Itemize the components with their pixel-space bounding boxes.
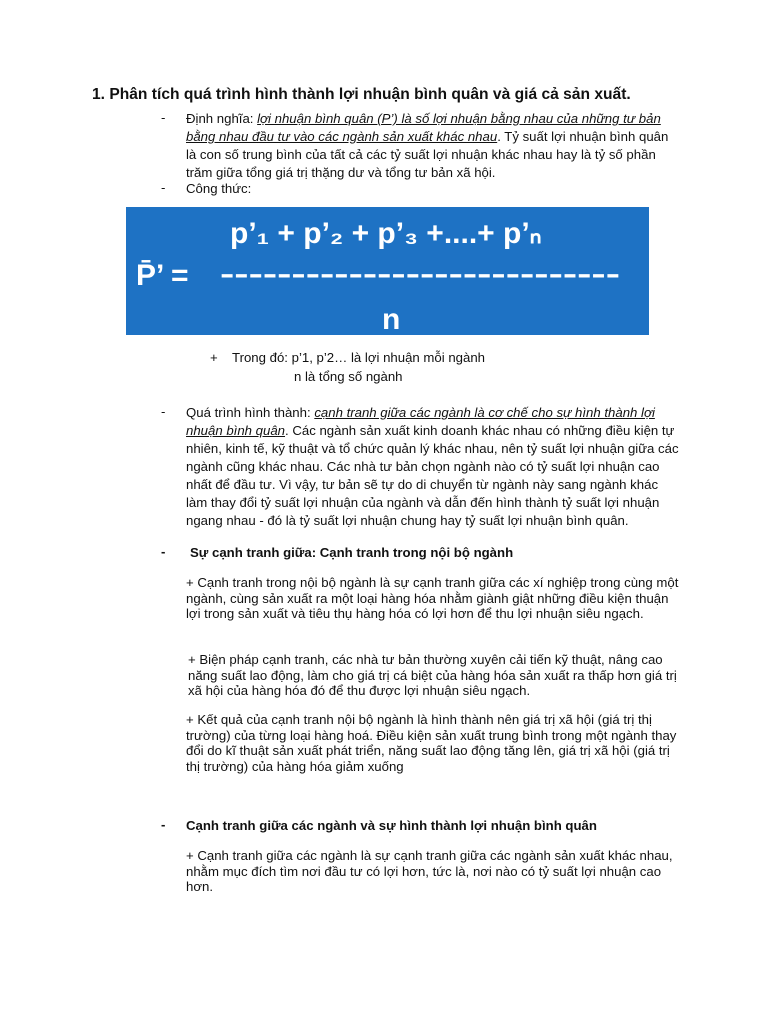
process-underlined: cạnh tranh giữa các ngành là cơ chế cho sự hình thành lợi nhuận bình quân [186,405,655,438]
bullet-dash: - [161,817,166,832]
definition-paragraph [186,110,680,182]
bullet-dash: - [161,404,166,419]
definition-label: Định nghĩa: [186,111,258,126]
formula-lhs: P̄’ = [136,259,189,292]
section-heading: 1. Phân tích quá trình hình thành lợi nhuận bình quân và giá cả sản xuất. [92,86,631,103]
process-paragraph [186,404,680,530]
process-rest: . Các ngành sản xuất kinh doanh khác nhau có những điều kiện tự nhiên, kinh tế, kỹ thuật và tổ chức quản lý khác nhau, nên tỷ suất lợi nhuận giữa các ngành cũng khác nhau. Các nhà tư bản chọn ngành nào có tỷ suất lợi nhuận cao nhất để đầu tư. Vì vậy, tư bản sẽ tự do di chuyển từ ngành này sang ngành khác làm thay đổi tỷ suất lợi nhuận của ngành và dẫn đến hình thành tỷ suất lợi nhuận ngang nhau - đó là tỷ suất lợi nhuận chung hay tỷ suất lợi nhuận bình quân. [186,423,679,528]
formula-label: Công thức: [186,181,252,196]
definition-rest: . Tỷ suất lợi nhuận bình quân là con số trung bình của tất cả các tỷ suất lợi nhuận khác nhau hay là tỷ số phần trăm giữa tổng giá trị thặng dư và tổng tư bản xã hội. [186,129,669,180]
process-label: Quá trình hình thành: [186,405,315,420]
formula-denominator: n [382,303,401,335]
bullet-dash: - [161,180,166,195]
inter-heading: Cạnh tranh giữa các ngành và sự hình thành lợi nhuận bình quân [186,818,597,833]
intra-paragraph-3: + Kết quả của cạnh tranh nội bộ ngành là hình thành nên giá trị xã hội (giá trị thị trường) của từng loại hàng hoá. Điều kiện sản xuất trung bình trong một ngành thay đổi do kĩ thuật sản xuất phát triển, năng suất lao động tăng lên, giá trị xã hội (giá trị thị trường) của hàng hóa giảm xuống [186,712,677,774]
bullet-dash: - [161,544,166,559]
bullet-dash: - [161,110,166,125]
intra-paragraph-1: + Cạnh tranh trong nội bộ ngành là sự cạnh tranh giữa các xí nghiệp trong cùng một ngành, cùng sản xuất ra một loại hàng hóa nhằm giành giật những điều kiện thuận lợi trong sản xuất và tiêu thụ hàng hóa có lợi hơn để thu lợi nhuận siêu ngạch. [186,575,679,621]
competition-heading: Sự cạnh tranh giữa: Cạnh tranh trong nội bộ ngành [190,545,514,560]
intra-paragraph-2: + Biện pháp cạnh tranh, các nhà tư bản thường xuyên cải tiến kỹ thuật, nâng cao năng suất lao động, làm cho giá trị cá biệt của hàng hóa sản xuất ra thấp hơn giá trị xã hội của hàng hóa đó để thu được lợi nhuận siêu ngạch. [188,652,677,698]
inter-paragraph-1: + Cạnh tranh giữa các ngành là sự cạnh tranh giữa các ngành sản xuất khác nhau, nhằm mục đích tìm nơi đầu tư có lợi hơn, tức là, nơi nào có tỷ suất lợi nhuận cao hơn. [186,848,673,894]
where-line-1: Trong đó: p’1, p’2… là lợi nhuận mỗi ngành [232,350,486,365]
formula-fraction-bar: ---------------------------- [220,258,620,289]
formula-graphic [126,207,649,335]
where-line-2: n là tổng số ngành [294,369,403,384]
formula-numerator: p’₁ + p’₂ + p’₃ +....+ p’ₙ [230,217,542,250]
definition-underlined: lợi nhuận bình quân (P’) là số lợi nhuận bằng nhau của những tư bản bằng nhau đầu tư vào các ngành sản xuất khác nhau [186,111,661,144]
formula-box [126,207,649,335]
bullet-plus: + [210,350,218,365]
